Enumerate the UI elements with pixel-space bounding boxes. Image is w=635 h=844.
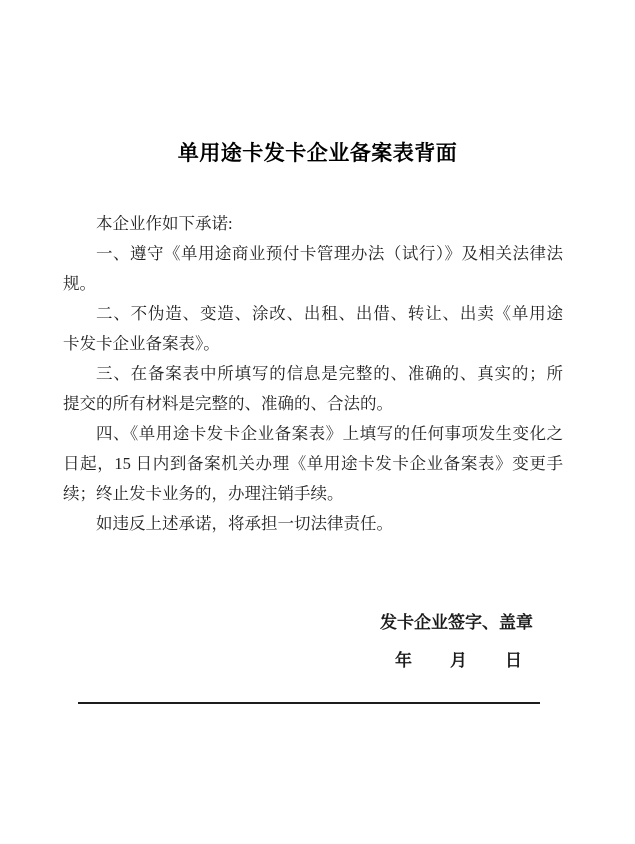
paragraph-line: 续；终止发卡业务的，办理注销手续。 [63,484,344,503]
paragraph-line: 二、不伪造、变造、涂改、出租、出借、转让、出卖《单用途 [96,304,563,323]
signature-label: 发卡企业签字、盖章 [380,613,533,632]
document-body [63,209,563,539]
paragraph-line: 三、在备案表中所填写的信息是完整的、准确的、真实的；所 [96,364,563,383]
date-day-label: 日 [505,651,522,670]
date-month-label: 月 [450,651,467,670]
paragraph [63,239,563,299]
paragraph [63,209,563,239]
date-line [395,649,522,673]
bottom-divider [78,702,540,704]
paragraph-line: 一、遵守《单用途商业预付卡管理办法（试行）》及相关法律法 [96,244,563,263]
page-title: 单用途卡发卡企业备案表背面 [177,141,458,165]
paragraph-line: 日起，15 日内到备案机关办理《单用途卡发卡企业备案表》变更手 [63,454,563,473]
paragraph [63,509,563,539]
paragraph-line: 本企业作如下承诺: [96,214,233,233]
paragraph-line: 卡发卡企业备案表》。 [63,334,220,353]
paragraph-line: 提交的所有材料是完整的、准确的、合法的。 [63,394,393,413]
paragraph-line: 如违反上述承诺，将承担一切法律责任。 [96,514,393,533]
paragraph-line: 四、《单用途卡发卡企业备案表》上填写的任何事项发生变化之 [96,424,563,443]
paragraph-line: 规。 [63,274,96,293]
paragraph [63,419,563,509]
paragraph [63,299,563,359]
paragraph [63,359,563,419]
date-year-label: 年 [395,651,412,670]
